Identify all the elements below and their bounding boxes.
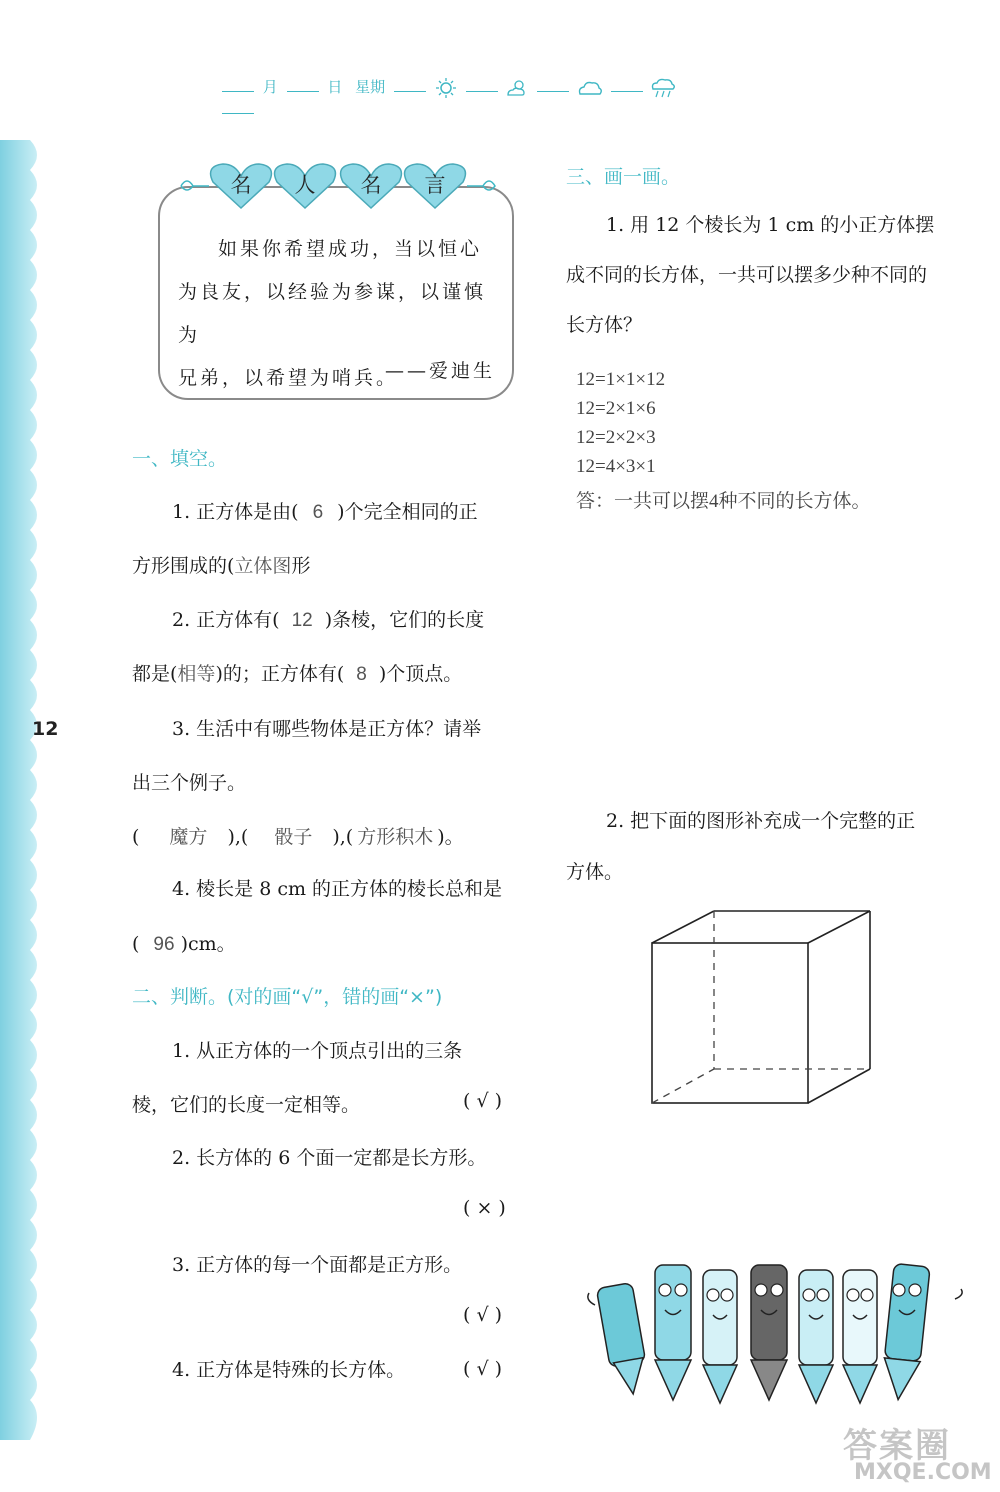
- section-draw-title: 三、画一画。: [566, 166, 681, 188]
- fill-q2-line2: 都是(相等)的；正方体有( 8 )个顶点。: [132, 663, 463, 685]
- factorization-4: 12=4×3×1: [576, 456, 656, 477]
- cloud-icon: [576, 77, 604, 99]
- fill-q2-line1: 2. 正方体有( 12 )条棱，它们的长度: [172, 609, 485, 631]
- answer-example-3: 方形积木: [357, 827, 434, 848]
- day-label: 日: [327, 78, 343, 96]
- quote-line-2: 为良友，以经验为参谋，以谨慎为: [178, 281, 487, 346]
- judge-q4-line: 4. 正方体是特殊的长方体。: [172, 1359, 406, 1381]
- answer-example-1: 魔方: [169, 827, 208, 848]
- draw-q1-line2: 成不同的长方体，一共可以摆多少种不同的: [566, 264, 928, 286]
- date-weather-header: [222, 76, 702, 104]
- answer-example-2: 骰子: [274, 827, 313, 848]
- factorization-2: 12=2×1×6: [576, 398, 656, 419]
- judge-q2-line: 2. 长方体的 6 个面一定都是长方形。: [172, 1147, 487, 1169]
- factorization-3: 12=2×2×3: [576, 427, 656, 448]
- factorization-1: 12=1×1×12: [576, 369, 666, 390]
- month-label: 月: [262, 78, 278, 96]
- judge-q3-line: 3. 正方体的每一个面都是正方形。: [172, 1254, 463, 1276]
- quote-author: ——爱迪生: [385, 360, 496, 382]
- quote-title-char-1: 名: [230, 173, 252, 197]
- pencil-characters-illustration: [585, 1255, 965, 1405]
- section-judge-title: 二、判断。(对的画“√”，错的画“×”): [132, 986, 443, 1008]
- quote-title-char-2: 人: [294, 173, 316, 197]
- fill-q4-line1: 4. 棱长是 8 cm 的正方体的棱长总和是: [172, 878, 503, 900]
- scalloped-edge-decoration: [0, 140, 74, 1440]
- answer-solid-figure: 立体图: [234, 556, 292, 577]
- sun-icon: [433, 77, 459, 99]
- page-number: 12: [32, 718, 59, 740]
- rain-icon: [649, 77, 677, 99]
- draw-q2-line1: 2. 把下面的图形补充成一个完整的正: [606, 810, 916, 832]
- fill-q1-line1: 1. 正方体是由( 6 )个完全相同的正: [172, 501, 478, 523]
- quote-title-char-3: 名: [360, 173, 382, 197]
- weekday-label: 星期: [355, 78, 386, 96]
- answer-faces-count: 6: [312, 502, 324, 523]
- quote-line-1: 如果你希望成功，当以恒心: [218, 238, 483, 260]
- quote-line-3: 兄弟，以希望为哨兵。: [178, 367, 399, 389]
- fill-q3-line2: 出三个例子。: [132, 772, 247, 794]
- draw-q1-line3: 长方体？: [566, 314, 643, 336]
- judge-q1-line1: 1. 从正方体的一个顶点引出的三条: [172, 1040, 463, 1062]
- judge-q2-answer: ( × ): [463, 1197, 506, 1219]
- draw-q1-line1: 1. 用 12 个棱长为 1 cm 的小正方体摆: [606, 214, 935, 236]
- fill-q4-line2: ( 96 )cm。: [132, 933, 236, 955]
- quote-title-char-4: 言: [424, 173, 446, 197]
- answer-equal: 相等: [177, 664, 216, 685]
- quote-title-hearts: [175, 156, 501, 216]
- answer-edge-sum: 96: [153, 934, 175, 955]
- answer-summary: 答：一共可以摆4种不同的长方体。: [576, 491, 871, 512]
- answer-vertices-count: 8: [356, 664, 367, 685]
- judge-q3-answer: ( √ ): [463, 1304, 503, 1326]
- watermark-url: MXQE.COM: [854, 1460, 992, 1485]
- judge-q1-answer: ( √ ): [463, 1090, 503, 1112]
- fill-q3-line3: ( 魔方 ),( 骰子 ),( 方形积木 )。: [132, 826, 464, 848]
- fill-q1-line2: 方形围成的(立体图形: [132, 555, 311, 577]
- draw-q2-line2: 方体。: [566, 861, 624, 883]
- section-fill-blank-title: 一、填空。: [132, 448, 228, 470]
- cube-diagram: [640, 905, 880, 1110]
- judge-q1-line2: 棱，它们的长度一定相等。: [132, 1094, 361, 1116]
- judge-q4-answer: ( √ ): [463, 1358, 503, 1380]
- fill-q3-line1: 3. 生活中有哪些物体是正方体？请举: [172, 718, 482, 740]
- answer-edges-count: 12: [291, 610, 313, 631]
- sun-cloud-icon: [504, 77, 530, 99]
- watermark-logo: 答案圈: [843, 1426, 951, 1466]
